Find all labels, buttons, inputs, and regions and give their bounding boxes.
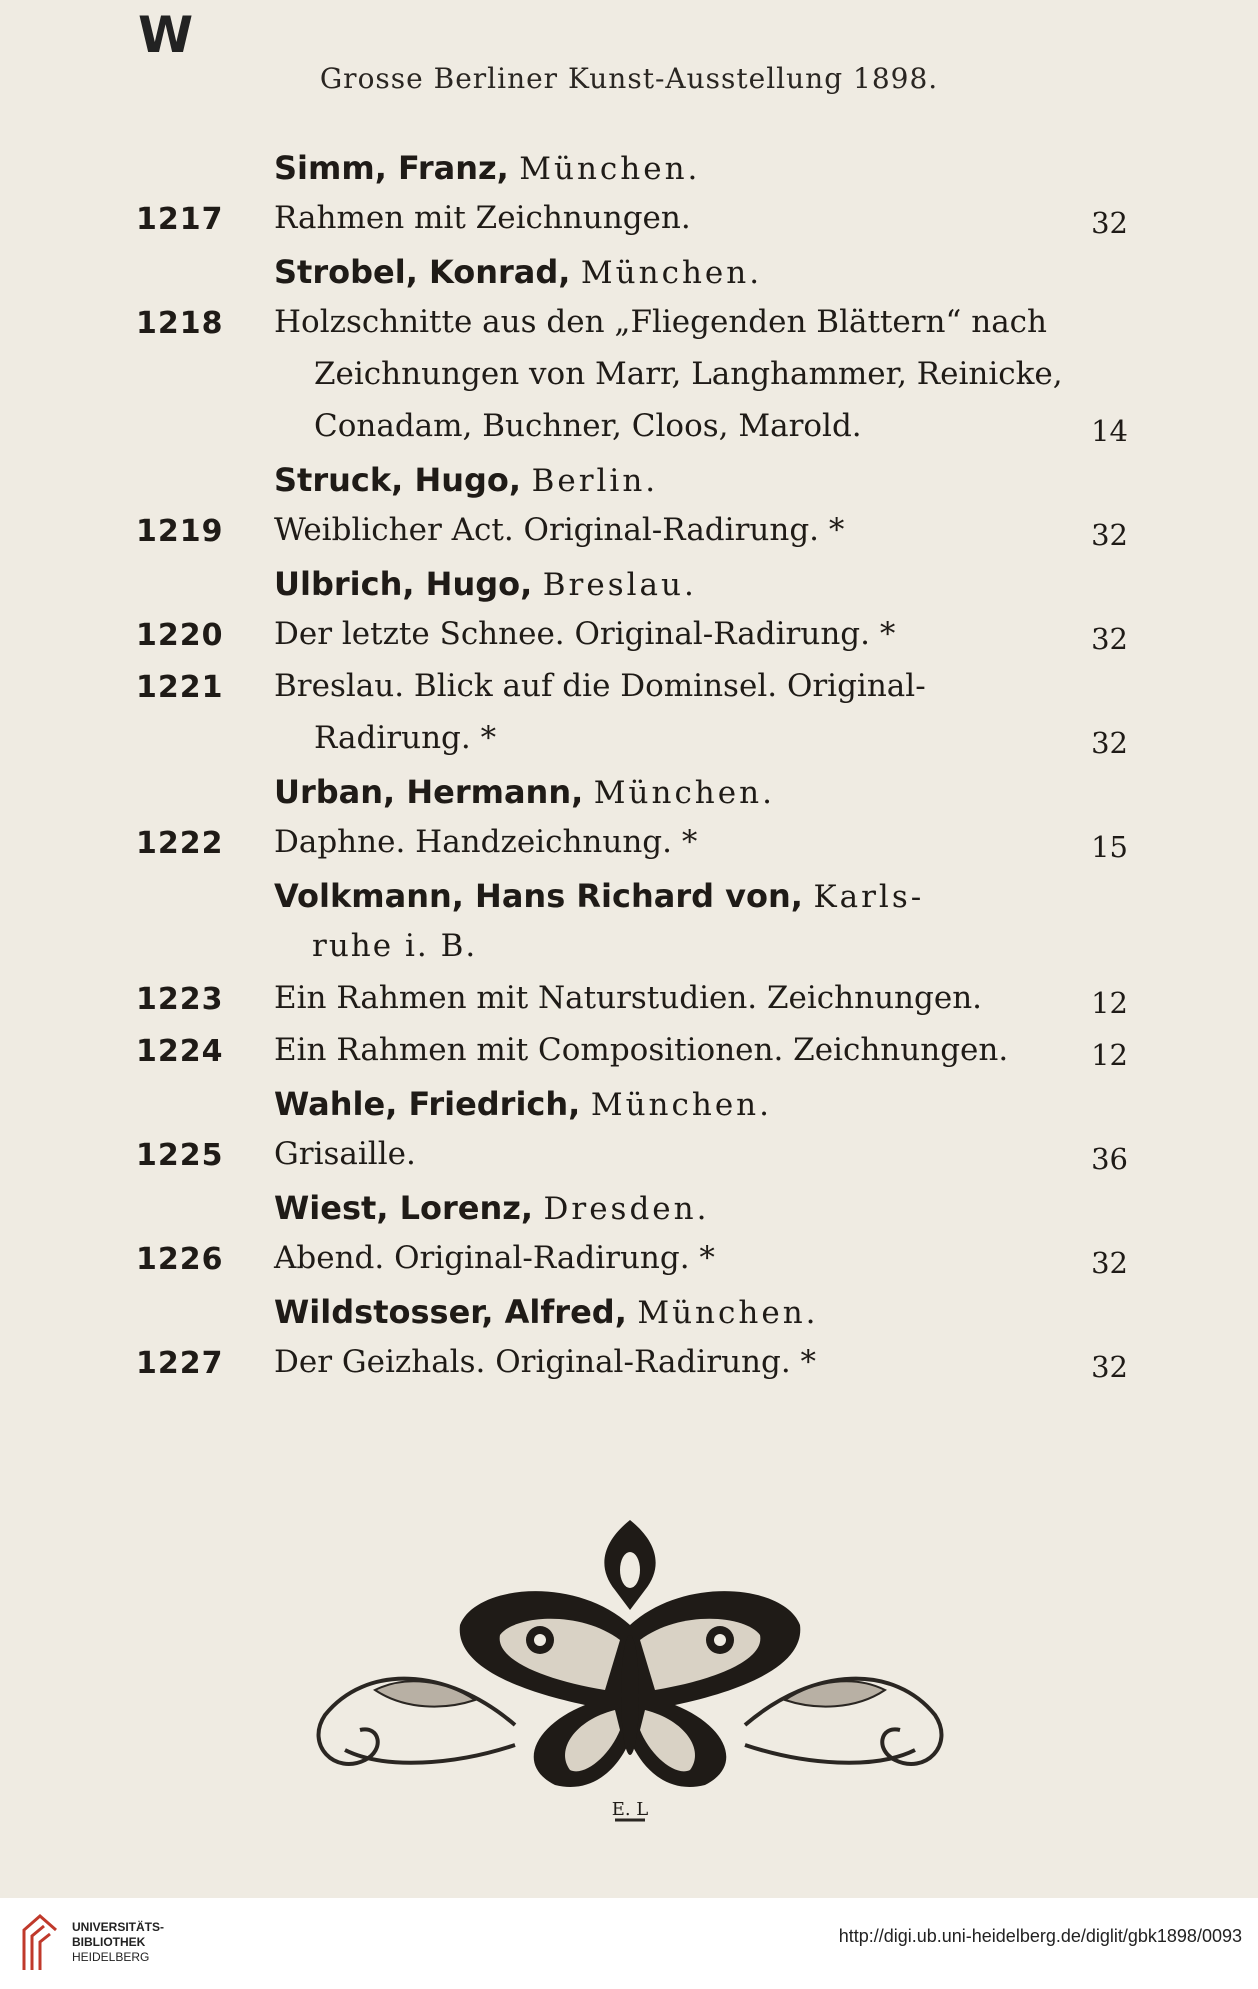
artist-heading: [0, 148, 1258, 200]
artist-city: München.: [593, 775, 775, 811]
source-url[interactable]: http://digi.ub.uni-heidelberg.de/diglit/gbk1898/0093: [838, 1926, 1242, 1946]
item-title: Daphne. Handzeichnung. *: [274, 824, 698, 860]
item-title: Abend. Original-Radirung. *: [274, 1240, 715, 1276]
item-price: 32: [1091, 206, 1128, 240]
artist-city-continuation: [0, 928, 1258, 980]
catalogue-item: [0, 980, 1258, 1032]
item-number: 1225: [136, 1138, 224, 1173]
artist-name: Wildstosser, Alfred,: [274, 1293, 627, 1331]
artist-name: Wiest, Lorenz,: [274, 1189, 534, 1227]
item-title: Der Geizhals. Original-Radirung. *: [274, 1344, 817, 1380]
item-number: 1227: [136, 1346, 224, 1381]
item-number: 1226: [136, 1242, 224, 1277]
item-title: Holzschnitte aus den „Fliegenden Blättern“ nach: [274, 304, 1048, 340]
logo-line1: UNIVERSITÄTS-: [72, 1920, 165, 1934]
item-number: 1224: [136, 1034, 224, 1069]
item-number: 1223: [136, 982, 224, 1017]
catalogue-item: [0, 1136, 1258, 1188]
item-number: 1218: [136, 306, 224, 341]
artist-name: Ulbrich, Hugo,: [274, 565, 533, 603]
library-footer: [0, 1898, 1258, 1989]
ornament-monogram: E. L: [611, 1799, 649, 1820]
artist-heading: [0, 460, 1258, 512]
item-price: 32: [1091, 518, 1128, 552]
item-price: 32: [1091, 1350, 1128, 1384]
artist-city-cont: ruhe i. B.: [312, 928, 478, 964]
signature-mark: W: [138, 6, 194, 64]
artist-heading: [0, 772, 1258, 824]
artist-heading: [0, 1292, 1258, 1344]
item-price: 32: [1091, 1246, 1128, 1280]
item-title: Der letzte Schnee. Original-Radirung. *: [274, 616, 896, 652]
artist-city: München.: [590, 1087, 772, 1123]
item-price: 15: [1091, 830, 1128, 864]
library-logo-icon: [14, 1910, 66, 1976]
artist-heading: [0, 1084, 1258, 1136]
item-price: 32: [1091, 622, 1128, 656]
catalogue-item: [0, 668, 1258, 720]
item-price: 32: [1091, 726, 1128, 760]
item-title: Rahmen mit Zeichnungen.: [274, 200, 691, 236]
item-title-continuation: [0, 356, 1258, 408]
item-title: Weiblicher Act. Original-Radirung. *: [274, 512, 845, 548]
item-number: 1222: [136, 826, 224, 861]
artist-name: Simm, Franz,: [274, 149, 509, 187]
logo-line3: HEIDELBERG: [72, 1950, 150, 1964]
running-head: Grosse Berliner Kunst-Ausstellung 1898.: [319, 62, 939, 95]
butterfly-ornament-icon: [285, 1515, 975, 1845]
item-title-continuation: [0, 720, 1258, 772]
artist-heading: [0, 876, 1258, 928]
artist-heading: [0, 252, 1258, 304]
artist-name: Urban, Hermann,: [274, 773, 584, 811]
catalogue-item: [0, 1032, 1258, 1084]
item-title: Grisaille.: [274, 1136, 416, 1172]
catalogue-item: [0, 1240, 1258, 1292]
artist-city: Karls-: [813, 879, 925, 915]
artist-name: Struck, Hugo,: [274, 461, 522, 499]
item-title: Ein Rahmen mit Naturstudien. Zeichnungen.: [274, 980, 983, 1016]
item-number: 1220: [136, 618, 224, 653]
artist-city: Dresden.: [543, 1191, 710, 1227]
item-price: 12: [1091, 986, 1128, 1020]
catalogue-item: [0, 304, 1258, 356]
library-logo-text: [72, 1920, 164, 1965]
item-price: 36: [1091, 1142, 1128, 1176]
artist-name: Volkmann, Hans Richard von,: [274, 877, 803, 915]
catalogue-item: [0, 824, 1258, 876]
logo-line2: BIBLIOTHEK: [72, 1935, 146, 1949]
artist-city: Breslau.: [542, 567, 697, 603]
catalogue-item: [0, 1344, 1258, 1396]
item-price: 14: [1091, 414, 1128, 448]
artist-city: München.: [580, 255, 763, 291]
artist-city: Berlin.: [531, 463, 659, 499]
item-title-cont: Radirung. *: [314, 720, 497, 756]
item-title-continuation: [0, 408, 1258, 460]
item-number: 1219: [136, 514, 224, 549]
catalogue-item: [0, 512, 1258, 564]
catalogue-item: [0, 200, 1258, 252]
artist-city: München.: [637, 1295, 819, 1331]
item-number: 1221: [136, 670, 224, 705]
catalogue-entries: [0, 148, 1258, 1396]
artist-heading: [0, 1188, 1258, 1240]
artist-name: Strobel, Konrad,: [274, 253, 571, 291]
item-title: Ein Rahmen mit Compositionen. Zeichnungen.: [274, 1032, 1009, 1068]
artist-heading: [0, 564, 1258, 616]
item-price: 12: [1091, 1038, 1128, 1072]
item-title: Breslau. Blick auf die Dominsel. Original-: [274, 668, 926, 704]
artist-name: Wahle, Friedrich,: [274, 1085, 581, 1123]
catalogue-item: [0, 616, 1258, 668]
artist-city: München.: [519, 151, 701, 187]
item-title-cont: Conadam, Buchner, Cloos, Marold.: [314, 408, 862, 444]
item-title-cont: Zeichnungen von Marr, Langhammer, Reinicke,: [314, 356, 1063, 392]
item-number: 1217: [136, 202, 224, 237]
